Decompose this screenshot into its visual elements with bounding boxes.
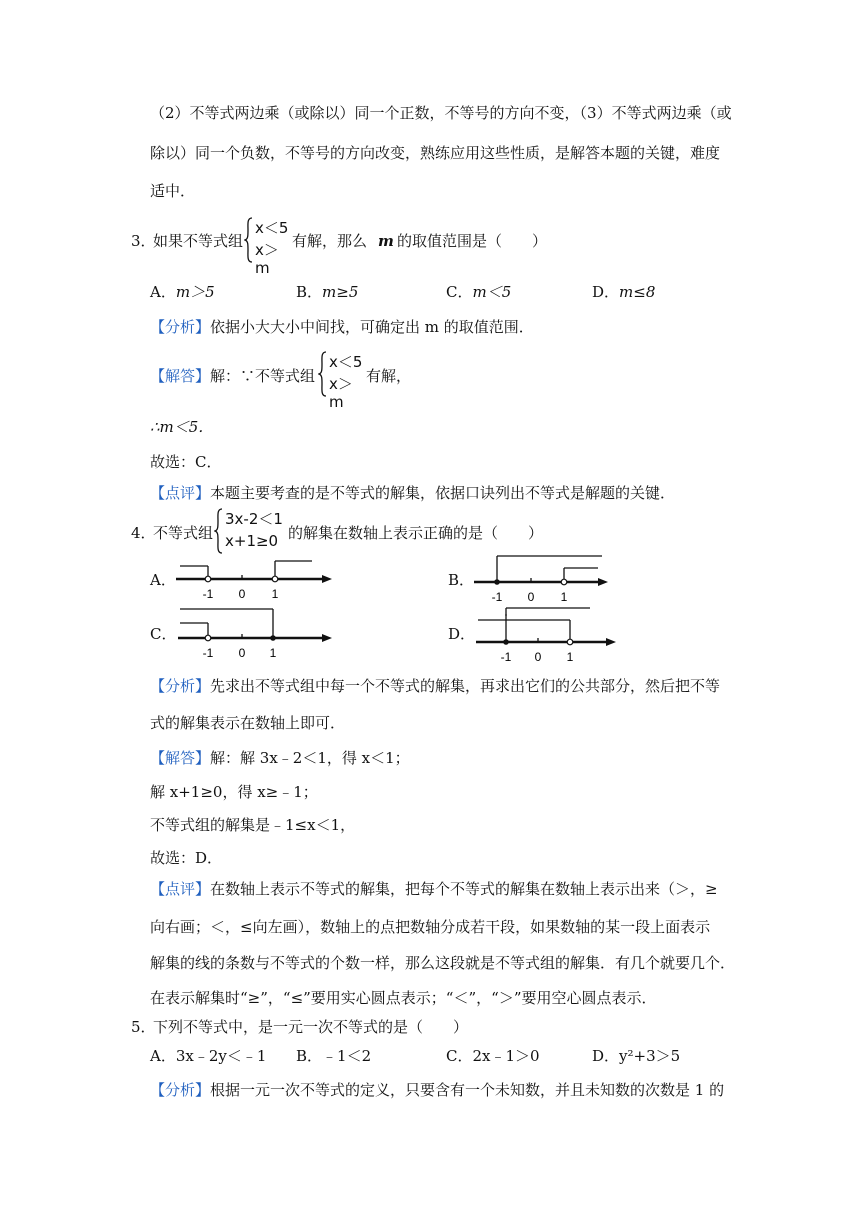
text-line: （2）不等式两边乘（或除以）同一个正数，不等号的方向不变，（3）不等式两边乘（或 bbox=[150, 104, 732, 122]
q3-stem-a: 如果不等式组 bbox=[153, 232, 244, 250]
tick-label: 0 bbox=[534, 650, 542, 664]
q3-option-c[interactable] bbox=[446, 282, 511, 302]
brace-icon bbox=[244, 216, 254, 264]
tick-label: 0 bbox=[238, 646, 246, 660]
q4-stem-b: 的解集在数轴上表示正确的是（ ） bbox=[288, 524, 544, 542]
q4-comment-3: 解集的线的条数与不等式的个数一样，那么这段就是不等式组的解集．有几个就要几个． bbox=[150, 954, 736, 972]
q4-number: 4． bbox=[131, 524, 156, 542]
text-line: 除以）同一个负数，不等号的方向改变，熟练应用这些性质，是解答本题的关键，难度 bbox=[150, 144, 721, 162]
option-text: y²+3＞5 bbox=[619, 1047, 681, 1065]
q3-answer-a bbox=[150, 366, 315, 386]
q3-answer-system-row-1: x＜5 bbox=[329, 353, 363, 371]
comment-tag: 【点评】 bbox=[150, 880, 211, 898]
option-text: m＞5 bbox=[175, 283, 215, 301]
q3-answer-inequality-system bbox=[318, 350, 366, 411]
tick-label: -1 bbox=[202, 646, 214, 660]
analysis-text: 根据一元一次不等式的定义，只要含有一个未知数，并且未知数的次数是 1 的 bbox=[210, 1081, 725, 1099]
q4-answer-1 bbox=[150, 748, 410, 768]
tick-label: 1 bbox=[271, 587, 279, 601]
q4-answer-2: 解 x+1≥0，得 x≥﹣1； bbox=[150, 783, 318, 801]
q4-comment-2: 向右画；＜，≤向左画），数轴上的点把数轴分成若干段，如果数轴的某一段上面表示 bbox=[150, 918, 711, 936]
q5-option-b[interactable] bbox=[296, 1046, 371, 1066]
q5-option-c[interactable] bbox=[446, 1046, 540, 1066]
tick-label: 0 bbox=[527, 590, 535, 604]
tick-label: -1 bbox=[500, 650, 512, 664]
option-letter: D． bbox=[448, 625, 476, 643]
option-letter: B． bbox=[448, 571, 475, 589]
q3-option-a[interactable] bbox=[150, 282, 215, 302]
q4-stem-a: 不等式组 bbox=[153, 524, 214, 542]
q3-number: 3． bbox=[131, 232, 156, 250]
tick-label: 0 bbox=[238, 587, 246, 601]
number-line-b bbox=[466, 552, 626, 606]
q3-inequality-system bbox=[244, 216, 292, 277]
option-text: m＜5 bbox=[472, 283, 512, 301]
q3-answer-system-row-2: x＞m bbox=[329, 375, 353, 411]
q3-stem-b: 有解，那么 bbox=[292, 232, 368, 250]
option-text: m≥5 bbox=[322, 283, 359, 301]
answer-text: 解：∵不等式组 bbox=[210, 367, 316, 385]
q3-option-d[interactable] bbox=[592, 282, 655, 302]
q4-choose: 故选：D． bbox=[150, 849, 223, 867]
q5-analysis bbox=[150, 1080, 724, 1100]
comment-tag: 【点评】 bbox=[150, 484, 211, 502]
option-letter: B． bbox=[296, 1047, 323, 1065]
analysis-text: 先求出不等式组中每一个不等式的解集，再求出它们的公共部分，然后把不等 bbox=[210, 677, 721, 695]
q3-analysis bbox=[150, 317, 534, 337]
q3-variable: m bbox=[378, 232, 394, 250]
q3-system-row-1: x＜5 bbox=[255, 219, 289, 237]
option-letter: C． bbox=[150, 625, 177, 643]
q5-option-a[interactable] bbox=[150, 1046, 266, 1066]
q4-comment-4: 在表示解集时“≥”，“≤”要用实心圆点表示；“＜”，“＞”要用空心圆点表示． bbox=[150, 989, 657, 1007]
option-letter: B． bbox=[296, 283, 323, 301]
q3-stem-c: 的取值范围是（ ） bbox=[397, 232, 548, 250]
analysis-tag: 【分析】 bbox=[150, 318, 211, 336]
option-text: 2x﹣1＞0 bbox=[472, 1047, 540, 1065]
q3-comment bbox=[150, 483, 675, 503]
tick-label: 1 bbox=[560, 590, 568, 604]
brace-icon bbox=[214, 507, 224, 555]
q5-option-d[interactable] bbox=[592, 1046, 680, 1066]
comment-text: 在数轴上表示不等式的解集，把每个不等式的解集在数轴上表示出来（＞，≥ bbox=[210, 880, 718, 898]
number-line-a bbox=[170, 558, 360, 604]
option-letter: A． bbox=[150, 1047, 176, 1065]
option-letter: D． bbox=[592, 1047, 620, 1065]
tick-label: -1 bbox=[202, 587, 214, 601]
q3-answer-b: 有解， bbox=[366, 367, 412, 385]
brace-icon bbox=[318, 350, 328, 398]
option-letter: D． bbox=[592, 283, 620, 301]
analysis-tag: 【分析】 bbox=[150, 677, 211, 695]
analysis-text: 依据小大大小中间找，可确定出 m 的取值范围． bbox=[210, 318, 534, 336]
q3-option-b[interactable] bbox=[296, 282, 358, 302]
q4-system-row-1: 3x-2＜1 bbox=[225, 510, 283, 528]
q3-choose: 故选：C． bbox=[150, 453, 222, 471]
q5-stem: 下列不等式中，是一元一次不等式的是（ ） bbox=[153, 1018, 469, 1036]
text-line: 适中． bbox=[150, 182, 196, 200]
option-text: ﹣1＜2 bbox=[322, 1047, 372, 1065]
option-text: 3x﹣2y＜﹣1 bbox=[175, 1047, 267, 1065]
number-line-d bbox=[470, 604, 630, 666]
option-letter: C． bbox=[446, 283, 473, 301]
option-letter: C． bbox=[446, 1047, 473, 1065]
q3-step: ∴m＜5． bbox=[150, 418, 214, 436]
answer-tag: 【解答】 bbox=[150, 367, 211, 385]
q4-comment-1 bbox=[150, 879, 718, 899]
tick-label: -1 bbox=[491, 590, 503, 604]
q5-number: 5． bbox=[131, 1018, 156, 1036]
tick-label: 1 bbox=[566, 650, 574, 664]
comment-text: 本题主要考查的是不等式的解集，依据口诀列出不等式是解题的关键． bbox=[210, 484, 676, 502]
q4-analysis-1 bbox=[150, 676, 720, 696]
number-line-c bbox=[170, 604, 360, 662]
analysis-tag: 【分析】 bbox=[150, 1081, 211, 1099]
answer-tag: 【解答】 bbox=[150, 749, 211, 767]
q4-system-row-2: x+1≥0 bbox=[225, 532, 279, 550]
q4-inequality-system bbox=[214, 507, 288, 555]
option-letter: A． bbox=[150, 571, 176, 589]
q4-analysis-2: 式的解集表示在数轴上即可． bbox=[150, 714, 346, 732]
option-letter: A． bbox=[150, 283, 176, 301]
answer-text: 解：解 3x﹣2＜1，得 x＜1； bbox=[210, 749, 410, 767]
tick-label: 1 bbox=[269, 646, 277, 660]
q4-answer-3: 不等式组的解集是﹣1≤x＜1， bbox=[150, 816, 356, 834]
option-text: m≤8 bbox=[619, 283, 656, 301]
q3-system-row-2: x＞m bbox=[255, 241, 279, 277]
